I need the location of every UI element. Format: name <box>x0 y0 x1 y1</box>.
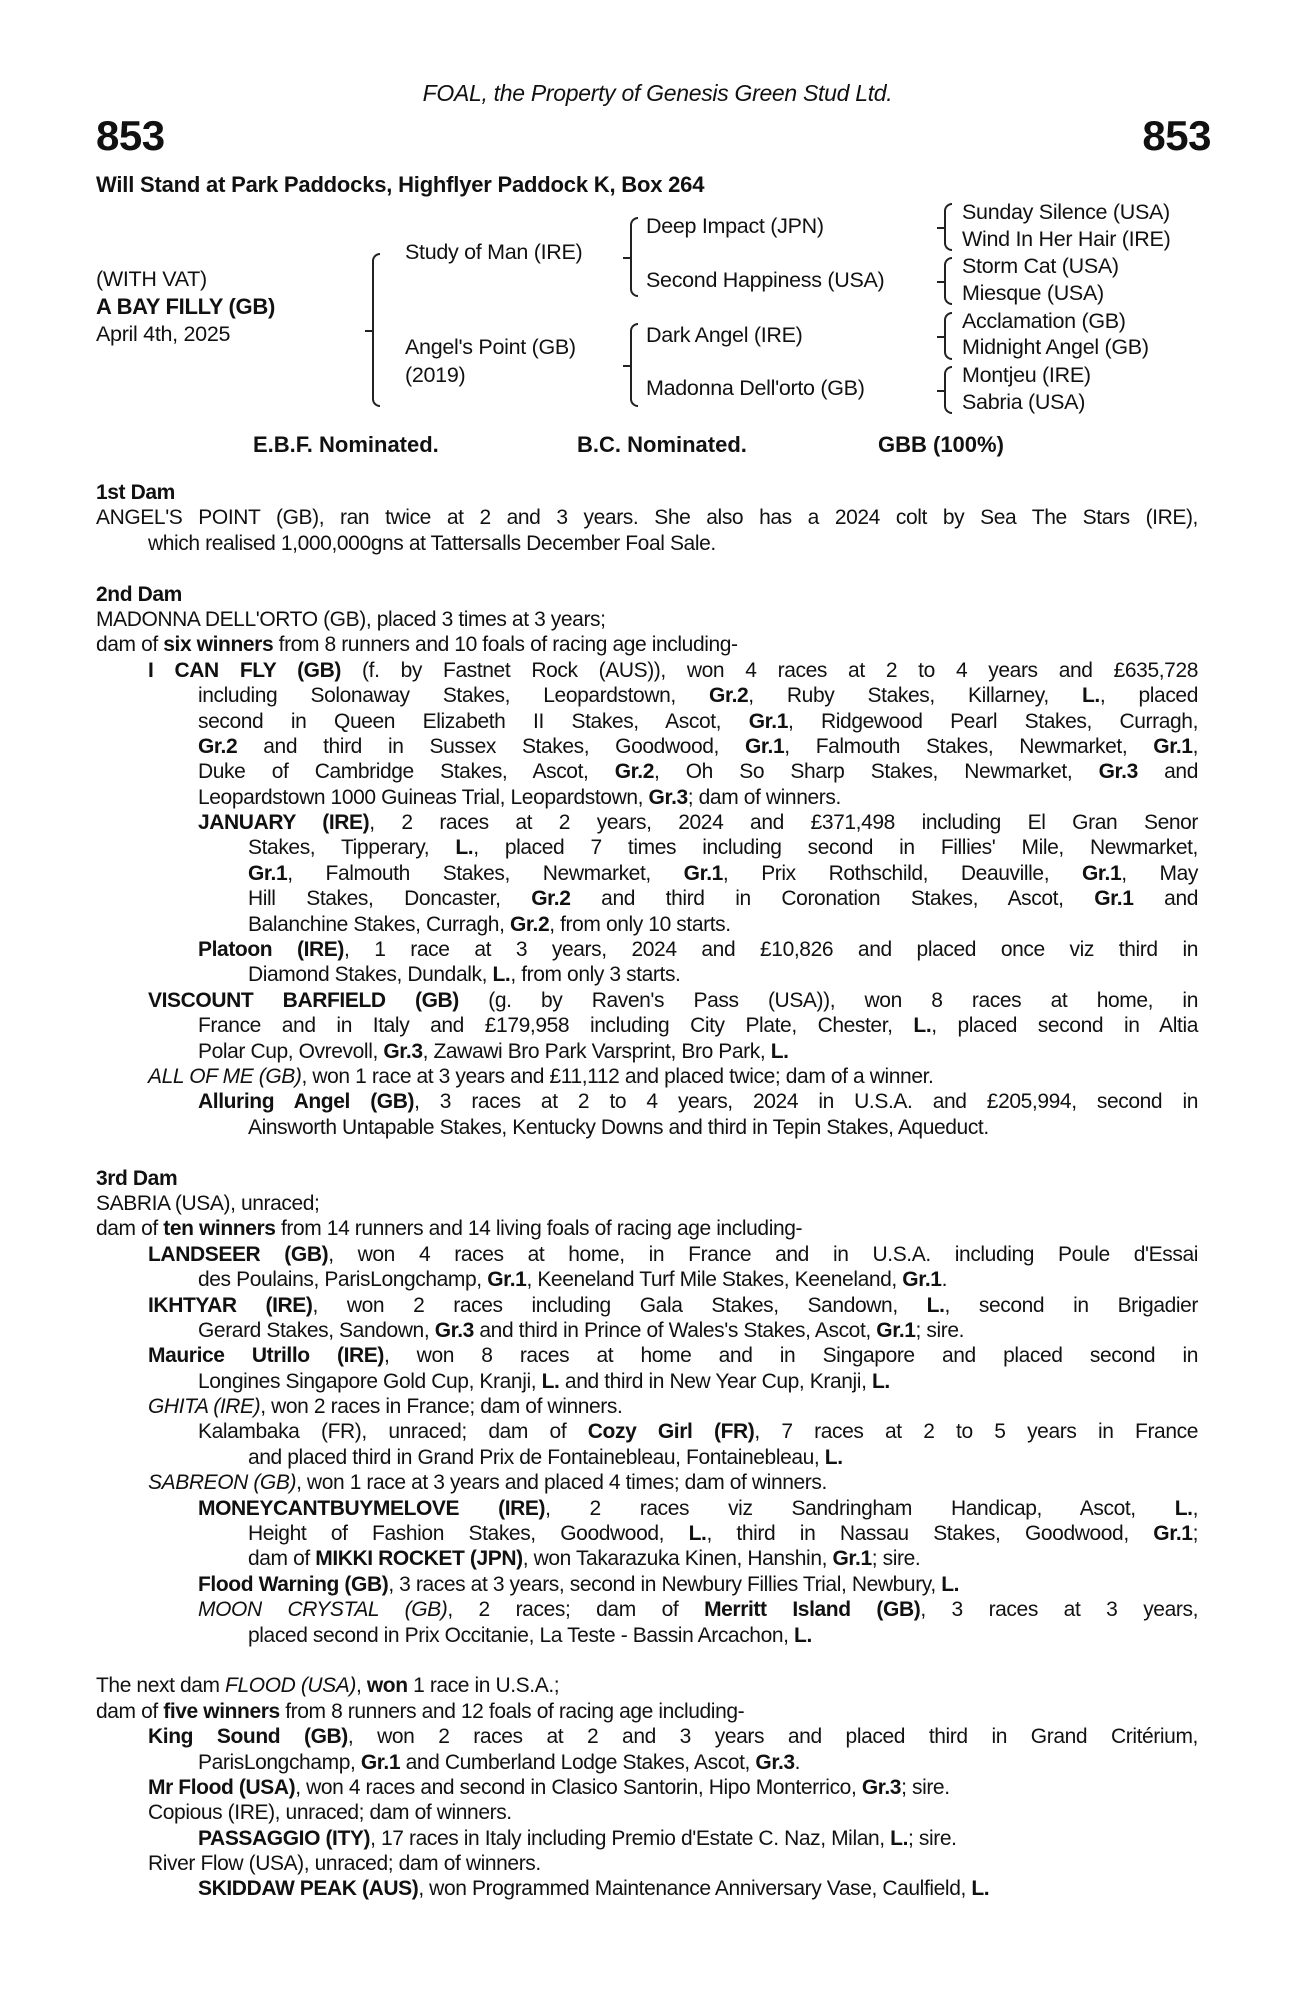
brace <box>944 366 952 414</box>
bold-text: Gr.1 <box>248 861 288 885</box>
entry-line <box>96 810 1198 835</box>
bold-text: Gr.2 <box>531 887 571 911</box>
bold-text: L. <box>492 963 511 987</box>
bold-text: Gr.3 <box>434 1318 474 1342</box>
entry-line <box>96 1699 1198 1724</box>
pedigree-entry <box>96 1724 1198 1775</box>
pedigree-entry <box>96 1419 1198 1470</box>
text: , <box>356 1674 367 1698</box>
text: , won 4 races and second in Clasico Santorin, Hipo Monterrico, <box>295 1775 862 1799</box>
pedigree-entry <box>96 1673 1198 1698</box>
entry-line <box>96 1013 1198 1038</box>
text: 1 race in U.S.A.; <box>407 1674 560 1698</box>
text: des Poulains, ParisLongchamp, <box>198 1268 488 1292</box>
grandsire-paternal: Deep Impact (JPN) <box>646 214 824 238</box>
text: , won 2 races including Gala Stakes, Sandown, <box>312 1293 927 1317</box>
dam: Angel's Point (GB) <box>405 335 576 359</box>
text: Copious (IRE), unraced; dam of winners. <box>148 1801 512 1825</box>
text: France and in Italy and £179,958 including City Plate, Chester, <box>198 1014 914 1038</box>
text: , 3 races at 3 years, <box>920 1598 1198 1622</box>
entry-line <box>96 886 1198 911</box>
text: Polar Cup, Ovrevoll, <box>198 1039 384 1063</box>
text: , 2 races at 2 years, 2024 and £371,498 including El Gran Senor <box>369 811 1198 835</box>
entry-line <box>96 1293 1198 1318</box>
text: ; sire. <box>871 1547 921 1571</box>
entry-line <box>96 658 1198 683</box>
bold-text: Gr.1 <box>360 1750 401 1774</box>
text: River Flow (USA), unraced; dam of winners. <box>148 1852 541 1876</box>
pedigree-entry <box>96 1216 1198 1241</box>
entry-line <box>96 1750 1198 1775</box>
great-grandparent: Acclamation (GB) <box>962 309 1126 333</box>
entry-line <box>96 912 1198 937</box>
bold-text: Gr.1 <box>902 1268 942 1292</box>
text: ; sire. <box>915 1318 965 1342</box>
bold-text: L. <box>890 1826 909 1850</box>
text: Stakes, Tipperary, <box>248 836 456 860</box>
entry-line <box>96 1089 1198 1114</box>
text: and Cumberland Lodge Stakes, Ascot, <box>400 1750 756 1774</box>
text: Kalambaka (FR), unraced; dam of <box>198 1420 588 1444</box>
ebf-nomination: E.B.F. Nominated. <box>253 432 439 457</box>
bold-text: PASSAGGIO (ITY) <box>198 1826 371 1850</box>
bold-text: Gr.3 <box>755 1750 795 1774</box>
entry-line <box>96 1546 1198 1571</box>
text: Leopardstown 1000 Guineas Trial, Leopardstown, <box>198 785 649 809</box>
bold-text: L. <box>913 1014 932 1038</box>
text: dam of <box>96 1699 164 1723</box>
text: , placed second in Altia <box>931 1014 1198 1038</box>
dam-section <box>96 1673 1198 1902</box>
entry-line <box>96 1876 1198 1901</box>
entry-line <box>96 1394 1198 1419</box>
bold-text: JANUARY (IRE) <box>198 811 370 835</box>
pedigree-entry <box>96 1064 1198 1089</box>
bold-text: Gr.1 <box>876 1318 916 1342</box>
entry-line <box>96 1826 1198 1851</box>
dam-year: (2019) <box>405 363 466 387</box>
bold-text: L. <box>770 1039 789 1063</box>
text: The next dam <box>96 1674 226 1698</box>
text: from 14 runners and 14 living foals of racing age including- <box>275 1217 803 1241</box>
pedigree-entry <box>96 1293 1198 1344</box>
text: Diamond Stakes, Dundalk, <box>248 963 493 987</box>
lot-name: A BAY FILLY (GB) <box>96 294 275 319</box>
text: , 17 races in Italy including Premio d'Estate C. Naz, Milan, <box>370 1826 891 1850</box>
vat-note: (WITH VAT) <box>96 267 207 291</box>
great-grandparent: Wind In Her Hair (IRE) <box>962 227 1171 251</box>
text: , Falmouth Stakes, Newmarket, <box>287 861 684 885</box>
entry-line <box>96 962 1198 987</box>
entry-line <box>96 734 1198 759</box>
bold-text: L. <box>926 1293 945 1317</box>
text: , Zawawi Bro Park Varsprint, Bro Park, <box>422 1039 771 1063</box>
entry-line <box>96 1673 1198 1698</box>
text: from 8 runners and 10 foals of racing age including- <box>273 633 738 657</box>
section-heading: 1st Dam <box>96 481 175 504</box>
text: and <box>1133 887 1198 911</box>
bold-text: L. <box>941 1572 960 1596</box>
bold-text: Mr Flood (USA) <box>148 1775 296 1799</box>
text: (f. by Fastnet Rock (AUS)), won 4 races at 2 to 4 years and £635,728 <box>340 658 1198 682</box>
bold-text: L. <box>1081 684 1100 708</box>
great-grandparent: Miesque (USA) <box>962 281 1104 305</box>
pedigree-entry <box>96 1470 1198 1495</box>
bold-text: ten winners <box>163 1217 276 1241</box>
entry-line <box>96 1597 1198 1622</box>
text: ; <box>1192 1522 1198 1546</box>
bold-text: five winners <box>163 1699 280 1723</box>
entry-line <box>96 632 1198 657</box>
great-grandparent: Midnight Angel (GB) <box>962 335 1149 359</box>
text: , 2 races; dam of <box>447 1598 705 1622</box>
pedigree-entry <box>96 632 1198 657</box>
bold-text: won <box>366 1674 408 1698</box>
great-grandparent: Sabria (USA) <box>962 390 1086 414</box>
entry-line <box>96 1115 1198 1140</box>
entry-line <box>96 1419 1198 1444</box>
entry-line <box>96 1318 1198 1343</box>
pedigree-entry <box>96 1851 1198 1876</box>
text: ParisLongchamp, <box>198 1750 361 1774</box>
entry-line <box>96 531 1198 556</box>
text: from 8 runners and 12 foals of racing age including- <box>279 1699 745 1723</box>
entry-line <box>96 937 1198 962</box>
entry-line <box>96 861 1198 886</box>
bold-text: VISCOUNT BARFIELD (GB) <box>148 988 459 1012</box>
italic-text: MOON CRYSTAL (GB) <box>198 1598 448 1622</box>
text: , won 8 races at home and in Singapore and placed second in <box>383 1344 1198 1368</box>
bold-text: Gr.1 <box>1081 861 1122 885</box>
text: ; sire. <box>908 1826 957 1850</box>
bold-text: Platoon (IRE) <box>198 938 344 962</box>
gbb-status: GBB (100%) <box>878 432 1004 457</box>
bold-text: L. <box>871 1369 890 1393</box>
bold-text: LANDSEER (GB) <box>148 1242 329 1266</box>
entry-line <box>96 988 1198 1013</box>
sire: Study of Man (IRE) <box>405 240 583 264</box>
entry-line <box>96 1343 1198 1368</box>
bold-text: L. <box>688 1522 707 1546</box>
pedigree-entry <box>96 607 1198 632</box>
pedigree-entry <box>96 1394 1198 1419</box>
text: , May <box>1121 861 1198 885</box>
text: second in Queen Elizabeth II Stakes, Ascot, <box>198 709 749 733</box>
text: and third in Sussex Stakes, Goodwood, <box>237 734 745 758</box>
stabling-location: Will Stand at Park Paddocks, Highflyer Paddock K, Box 264 <box>96 172 705 197</box>
italic-text: FLOOD (USA) <box>225 1674 356 1698</box>
text: ANGEL'S POINT (GB), ran twice at 2 and 3 years. She also has a 2024 colt by Sea The Stars (IRE), <box>96 506 1198 530</box>
entry-line <box>96 1800 1198 1825</box>
text: , won Programmed Maintenance Anniversary Vase, Caulfield, <box>418 1877 972 1901</box>
text: and third in Prince of Wales's Stakes, Ascot, <box>473 1318 877 1342</box>
great-grandparent: Montjeu (IRE) <box>962 363 1091 387</box>
text: , from only 10 starts. <box>549 912 731 936</box>
bold-text: Gr.2 <box>709 684 749 708</box>
pedigree-entry <box>96 1496 1198 1572</box>
entry-line <box>96 1496 1198 1521</box>
entry-line <box>96 1851 1198 1876</box>
bold-text: Cozy Girl (FR) <box>587 1420 755 1444</box>
entry-line <box>96 1039 1198 1064</box>
bold-text: Gr.1 <box>683 861 723 885</box>
entry-line <box>96 785 1198 810</box>
bold-text: L. <box>971 1877 990 1901</box>
bold-text: L. <box>794 1623 812 1647</box>
text: and third in Coronation Stakes, Ascot, <box>570 887 1095 911</box>
text: dam of <box>248 1547 316 1571</box>
text: Balanchine Stakes, Curragh, <box>248 912 510 936</box>
entry-line <box>96 835 1198 860</box>
sire-brace <box>630 217 638 297</box>
entry-line <box>96 607 1198 632</box>
pedigree-entry <box>96 1775 1198 1800</box>
bold-text: Gr.2 <box>198 734 238 758</box>
pedigree-entry <box>96 1699 1198 1724</box>
bold-text: IKHTYAR (IRE) <box>148 1293 313 1317</box>
entry-line <box>96 1623 1198 1648</box>
bold-text: L. <box>455 836 474 860</box>
entry-line <box>96 1242 1198 1267</box>
entry-line <box>96 683 1198 708</box>
text: , <box>1192 1496 1198 1520</box>
bold-text: L. <box>824 1445 843 1469</box>
text: , 1 race at 3 years, 2024 and £10,826 and placed once viz third in <box>343 938 1198 962</box>
entry-line <box>96 505 1198 530</box>
bold-text: I CAN FLY (GB) <box>148 658 341 682</box>
text: . <box>794 1750 801 1774</box>
foaling-date: April 4th, 2025 <box>96 322 231 346</box>
pedigree-entry <box>96 505 1198 556</box>
text: , third in Nassau Stakes, Goodwood, <box>706 1522 1154 1546</box>
bold-text: Gr.1 <box>1094 887 1134 911</box>
bold-text: Gr.1 <box>1153 734 1193 758</box>
text: placed second in Prix Occitanie, La Teste - Bassin Arcachon, <box>248 1623 795 1647</box>
pedigree-entry <box>96 1572 1198 1597</box>
text: , 3 races at 3 years, second in Newbury Fillies Trial, Newbury, <box>388 1572 942 1596</box>
entry-line <box>96 1216 1198 1241</box>
text: including Solonaway Stakes, Leopardstown, <box>198 684 710 708</box>
bold-text: Gr.3 <box>861 1775 902 1799</box>
text: , placed 7 times including second in Fillies' Mile, Newmarket, <box>473 836 1198 860</box>
bold-text: Gr.1 <box>832 1547 872 1571</box>
bold-text: Merritt Island (GB) <box>704 1598 921 1622</box>
pedigree-entry <box>96 1089 1198 1140</box>
grandsire-maternal: Dark Angel (IRE) <box>646 323 803 347</box>
bold-text: Gr.3 <box>1098 760 1138 784</box>
text: which realised 1,000,000gns at Tattersalls December Foal Sale. <box>148 531 716 555</box>
bold-text: Flood Warning (GB) <box>198 1572 389 1596</box>
dam-section <box>96 480 1198 556</box>
text: , won 4 races at home, in France and in U.S.A. including Poule d'Essai <box>328 1242 1198 1266</box>
bold-text: Gr.1 <box>487 1268 527 1292</box>
bold-text: King Sound (GB) <box>148 1725 348 1749</box>
great-grandparent: Sunday Silence (USA) <box>962 200 1170 224</box>
pedigree-entry <box>96 810 1198 937</box>
bold-text: six winners <box>163 633 274 657</box>
consignor-title: FOAL, the Property of Genesis Green Stud Ltd. <box>422 80 893 106</box>
dam-section <box>96 1166 1198 1648</box>
italic-text: GHITA (IRE) <box>148 1395 261 1419</box>
brace <box>944 203 952 251</box>
text: SABRIA (USA), unraced; <box>96 1191 320 1215</box>
dam-brace <box>630 323 638 407</box>
italic-text: ALL OF ME (GB) <box>148 1064 302 1088</box>
granddam-maternal: Madonna Dell'orto (GB) <box>646 376 865 400</box>
text: , 3 races at 2 to 4 years, 2024 in U.S.A. and £205,994, second in <box>414 1090 1199 1114</box>
text: , won 2 races at 2 and 3 years and placed third in Grand Critérium, <box>347 1725 1198 1749</box>
text: and placed third in Grand Prix de Fontainebleau, Fontainebleau, <box>248 1445 825 1469</box>
granddam-paternal: Second Happiness (USA) <box>646 268 885 292</box>
text: , Keeneland Turf Mile Stakes, Keeneland, <box>526 1268 903 1292</box>
bold-text: MIKKI ROCKET (JPN) <box>315 1547 523 1571</box>
text: , <box>1192 734 1198 758</box>
entry-line <box>96 1369 1198 1394</box>
pedigree-entry <box>96 988 1198 1064</box>
pedigree-entry <box>96 1343 1198 1394</box>
text: (g. by Raven's Pass (USA)), won 8 races at home, in <box>458 988 1198 1012</box>
pedigree-entry <box>96 1826 1198 1851</box>
entry-line <box>96 759 1198 784</box>
dam-line-text <box>96 480 1198 1927</box>
bold-text: SKIDDAW PEAK (AUS) <box>198 1877 419 1901</box>
text: , won 1 race at 3 years and £11,112 and placed twice; dam of a winner. <box>301 1064 934 1088</box>
brace <box>944 312 952 360</box>
great-grandparent: Storm Cat (USA) <box>962 254 1119 278</box>
text: and third in New Year Cup, Kranji, <box>559 1369 872 1393</box>
section-heading: 3rd Dam <box>96 1166 178 1190</box>
entry-line <box>96 1572 1198 1597</box>
text: and <box>1137 760 1198 784</box>
bold-text: Alluring Angel (GB) <box>198 1090 415 1114</box>
text: , from only 3 starts. <box>510 963 681 987</box>
entry-line <box>96 1775 1198 1800</box>
dam-section <box>96 582 1198 1141</box>
lot-number-left: 853 <box>96 112 165 159</box>
text: dam of <box>96 1217 164 1241</box>
pedigree-entry <box>96 1800 1198 1825</box>
entry-line <box>96 709 1198 734</box>
text: , 2 races viz Sandringham Handicap, Ascot, <box>545 1496 1175 1520</box>
section-heading: 2nd Dam <box>96 582 182 606</box>
bold-text: Gr.2 <box>614 760 655 784</box>
bold-text: MONEYCANTBUYMELOVE (IRE) <box>198 1496 546 1520</box>
bold-text: Gr.3 <box>383 1039 423 1063</box>
text: , Oh So Sharp Stakes, Newmarket, <box>654 760 1099 784</box>
text: , placed <box>1099 684 1198 708</box>
text: Gerard Stakes, Sandown, <box>198 1318 435 1342</box>
pedigree-brace <box>372 253 380 407</box>
text: , Ruby Stakes, Killarney, <box>748 684 1082 708</box>
brace <box>944 257 952 305</box>
bold-text: L. <box>1174 1496 1193 1520</box>
italic-text: SABREON (GB) <box>148 1471 297 1495</box>
pedigree-entry <box>96 1597 1198 1648</box>
bold-text: Gr.3 <box>648 785 688 809</box>
text: , 7 races at 2 to 5 years in France <box>754 1420 1198 1444</box>
pedigree-entry <box>96 937 1198 988</box>
text: , Falmouth Stakes, Newmarket, <box>784 734 1154 758</box>
entry-line <box>96 1470 1198 1495</box>
text: ; sire. <box>901 1775 950 1799</box>
text: , Prix Rothschild, Deauville, <box>722 861 1082 885</box>
entry-line <box>96 1521 1198 1546</box>
bold-text: L. <box>541 1369 560 1393</box>
pedigree-entry <box>96 1876 1198 1901</box>
text: . <box>941 1268 947 1292</box>
entry-line <box>96 1064 1198 1089</box>
pedigree-entry <box>96 1191 1198 1216</box>
text: , won 2 races in France; dam of winners. <box>260 1395 623 1419</box>
text: , Ridgewood Pearl Stakes, Curragh, <box>787 709 1198 733</box>
bold-text: Gr.1 <box>748 709 788 733</box>
pedigree-entry <box>96 658 1198 810</box>
text: , second in Brigadier <box>944 1293 1199 1317</box>
text: Duke of Cambridge Stakes, Ascot, <box>198 760 615 784</box>
text: Height of Fashion Stakes, Goodwood, <box>248 1522 689 1546</box>
text: Hill Stakes, Doncaster, <box>248 887 532 911</box>
entry-line <box>96 1267 1198 1292</box>
text: Ainsworth Untapable Stakes, Kentucky Downs and third in Tepin Stakes, Aqueduct. <box>248 1115 989 1139</box>
text: Longines Singapore Gold Cup, Kranji, <box>198 1369 542 1393</box>
text: , won 1 race at 3 years and placed 4 times; dam of winners. <box>296 1471 827 1495</box>
bold-text: Maurice Utrillo (IRE) <box>148 1344 384 1368</box>
text: , won Takarazuka Kinen, Hanshin, <box>522 1547 833 1571</box>
text: ; dam of winners. <box>687 785 841 809</box>
bold-text: Gr.1 <box>745 734 785 758</box>
text: dam of <box>96 633 164 657</box>
lot-number-right: 853 <box>1142 112 1211 159</box>
bold-text: Gr.1 <box>1153 1522 1193 1546</box>
entry-line <box>96 1191 1198 1216</box>
entry-line <box>96 1445 1198 1470</box>
text: MADONNA DELL'ORTO (GB), placed 3 times at 3 years; <box>96 607 606 631</box>
bold-text: Gr.2 <box>509 912 550 936</box>
entry-line <box>96 1724 1198 1749</box>
pedigree-entry <box>96 1242 1198 1293</box>
bc-nomination: B.C. Nominated. <box>577 432 747 457</box>
